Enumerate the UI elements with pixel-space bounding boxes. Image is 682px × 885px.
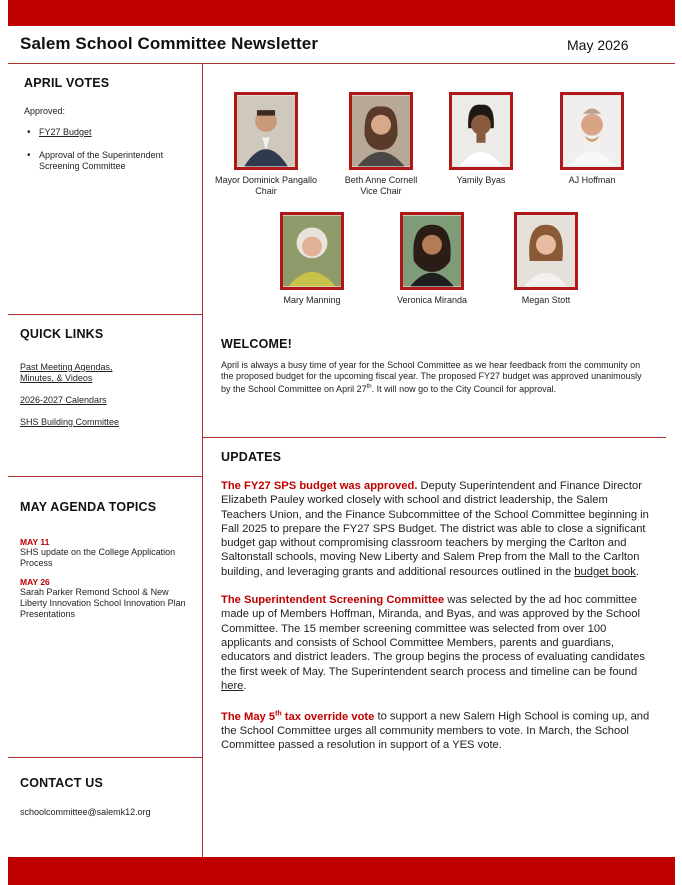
- issue-date: May 2026: [567, 37, 629, 53]
- section-divider: [203, 437, 666, 438]
- member-card: [431, 92, 531, 186]
- member-name: Mayor Dominick Pangallo: [214, 175, 318, 185]
- member-card: [262, 212, 362, 306]
- update-lead-part: The May 5: [221, 710, 276, 723]
- update-paragraph: [221, 479, 656, 579]
- sidebar-divider: [8, 476, 202, 477]
- calendars-link[interactable]: 2026-2027 Calendars: [20, 395, 107, 405]
- top-banner: [8, 0, 675, 26]
- member-card: [377, 212, 487, 306]
- superscript: th: [366, 384, 372, 390]
- superscript: th: [275, 710, 282, 718]
- updates-body: [221, 479, 656, 767]
- header-divider: [8, 63, 675, 64]
- bottom-banner: [8, 857, 675, 885]
- member-name: Beth Anne Cornell: [344, 175, 418, 185]
- member-name: Yamily Byas: [456, 175, 506, 185]
- member-photo: [514, 212, 578, 290]
- newsletter-title: Salem School Committee Newsletter: [20, 34, 319, 53]
- shs-building-link[interactable]: SHS Building Committee: [20, 417, 120, 427]
- vote-item-text: Approval of the Superintendent Screening Committee: [39, 150, 164, 171]
- member-role: Chair: [255, 186, 277, 196]
- contact-email[interactable]: schoolcommittee@salemk12.org: [20, 807, 151, 817]
- welcome-heading: WELCOME!: [221, 337, 293, 351]
- member-name: Megan Stott: [521, 295, 571, 305]
- member-photo: [234, 92, 298, 170]
- past-meetings-link[interactable]: Past Meeting Agendas, Minutes, & Videos: [20, 362, 113, 383]
- member-name: Veronica Miranda: [396, 295, 468, 305]
- update-text: Deputy Superintendent and Finance Director Elizabeth Pauley worked closely with school and district leadership, the Salem Teachers Union, and the Finance Subcommittee of the School Committee beginning in Fall 2025 to prepare the FY27 SPS Budget. The district was able to close a significant budget gap without compromising classroom teachers by merging the Carlton and Saltonstall schools, moving New Liberty and Salem Prep from the Mall to the Carlton building, and leveraging grants and additional resources outlined in the: [221, 480, 649, 578]
- april-votes-heading: APRIL VOTES: [24, 76, 110, 90]
- member-photo: [280, 212, 344, 290]
- april-votes-list: [24, 127, 194, 184]
- welcome-text: [221, 360, 651, 395]
- update-text: was selected by the ad hoc committee made up of Members Hoffman, Miranda, and Byas, and was approved by the School Committee. The 15 member screening committee was selected from over 100 applicants and consists of School Committee Members, parents and guardians, educators and district leaders. The group begins the process of evaluating candidates the first week of May. The Superintendent search process and timeline can be found: [221, 594, 645, 678]
- sidebar-divider: [8, 757, 202, 758]
- fy27-budget-link[interactable]: FY27 Budget: [39, 127, 92, 137]
- budget-book-link[interactable]: budget book: [574, 565, 636, 578]
- updates-heading: UPDATES: [221, 450, 282, 464]
- update-paragraph: [221, 707, 656, 753]
- contact-heading: CONTACT US: [20, 776, 104, 790]
- approved-label: Approved:: [24, 106, 66, 116]
- member-card: [321, 92, 441, 197]
- member-card: [496, 212, 596, 306]
- vote-item: [24, 127, 194, 138]
- column-divider: [202, 63, 203, 857]
- update-lead-part: tax override vote: [281, 710, 375, 723]
- update-lead: The Superintendent Screening Committee: [221, 594, 445, 607]
- member-name: AJ Hoffman: [568, 175, 616, 185]
- member-photo: [449, 92, 513, 170]
- member-card: [206, 92, 326, 197]
- update-paragraph: [221, 593, 656, 693]
- update-text: to support a new Salem High School is coming up, and the School Committee urges all community members to vote. In March, the School Committee passed a resolution in support of a YES vote.: [221, 710, 650, 752]
- agenda-list: [20, 537, 192, 628]
- search-process-link[interactable]: here: [221, 679, 244, 692]
- quick-links-heading: QUICK LINKS: [20, 327, 104, 341]
- update-lead: [221, 711, 374, 723]
- welcome-text-part: . It will now go to the City Council for approval.: [371, 384, 557, 394]
- agenda-date: MAY 11: [20, 537, 50, 547]
- member-role: Vice Chair: [360, 186, 402, 196]
- update-lead: The FY27 SPS budget was approved.: [221, 480, 418, 492]
- punctuation: .: [243, 679, 247, 692]
- agenda-date: MAY 26: [20, 577, 50, 587]
- punctuation: .: [635, 565, 639, 578]
- sidebar-divider: [8, 314, 202, 315]
- may-agenda-heading: MAY AGENDA TOPICS: [20, 500, 157, 514]
- member-card: [542, 92, 642, 186]
- member-photo: [400, 212, 464, 290]
- welcome-text-part: April is always a busy time of year for the School Committee as we hear feedback from the community on the proposed budget for the upcoming fiscal year. The proposed FY27 budget was approved unanimously by the School Committee on April 27: [221, 360, 642, 394]
- vote-item: [24, 150, 194, 172]
- quick-links-list: [20, 362, 190, 439]
- member-photo: [560, 92, 624, 170]
- agenda-topic: SHS update on the College Application Process: [20, 547, 176, 568]
- agenda-topic: Sarah Parker Remond School & New Liberty Innovation School Innovation Plan Presentations: [20, 587, 186, 619]
- member-name: Mary Manning: [283, 295, 341, 305]
- member-photo: [349, 92, 413, 170]
